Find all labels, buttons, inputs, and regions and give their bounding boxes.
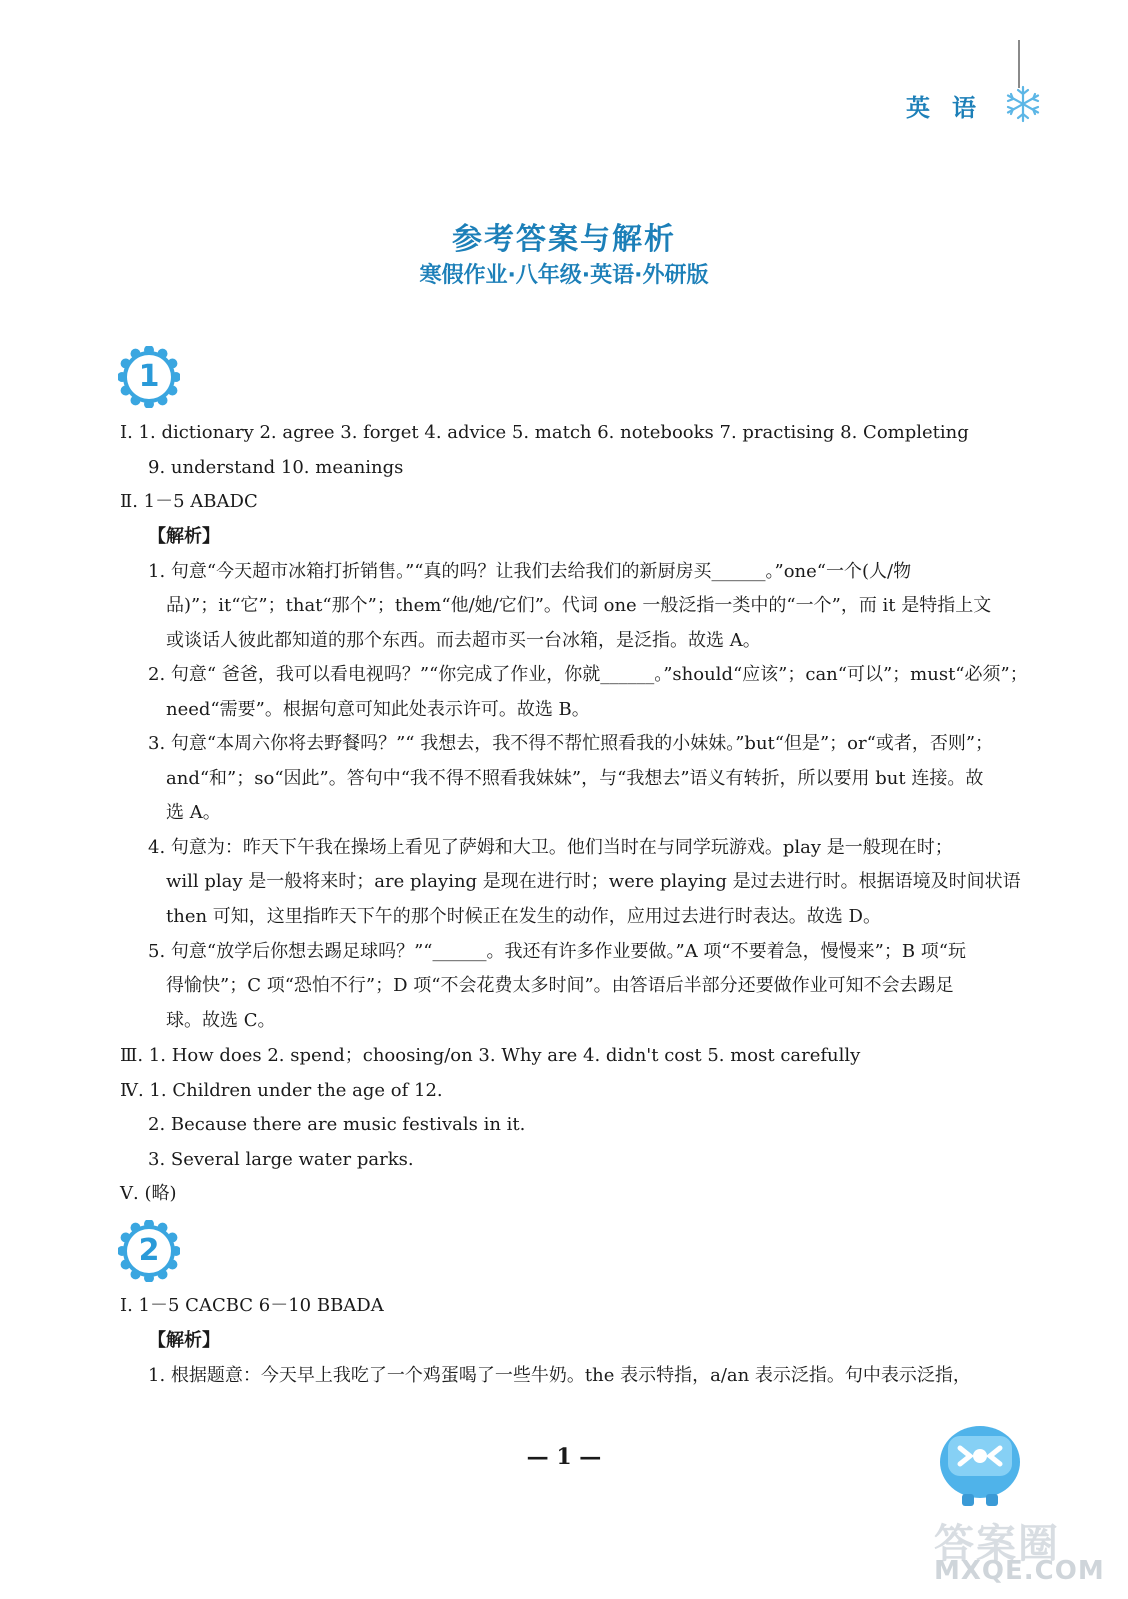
watermark-url: MXQE.COM [934, 1556, 1105, 1586]
answer-line: 5. 句意“放学后你想去踢足球吗？”“______。我还有许多作业要做。”A 项“不要着急，慢慢来”；B 项“玩 [148, 941, 966, 962]
answer-line: will play 是一般将来时；are playing 是现在进行时；were playing 是过去进行时。根据语境及时间状语 [166, 871, 1021, 892]
answer-line: 品)”；it“它”；that“那个”；them“他/她/它们”。代词 one 一般泛指一类中的“一个”，而 it 是特指上文 [166, 595, 992, 616]
answer-line: and“和”；so“因此”。答句中“我不得不照看我妹妹”，与“我想去”语义有转折，所以要用 but 连接。故 [166, 768, 984, 789]
answer-line: Ⅳ. 1. Children under the age of 12. [120, 1080, 443, 1101]
answer-line: 4. 句意为：昨天下午我在操场上看见了萨姆和大卫。他们当时在与同学玩游戏。play 是一般现在时； [148, 837, 953, 858]
answer-line: Ⅲ. 1. How does 2. spend；choosing/on 3. Why are 4. didn't cost 5. most carefully [120, 1045, 861, 1066]
answer-line: Ⅰ. 1－5 CACBC 6－10 BBADA [120, 1295, 384, 1316]
answer-line: 选 A。 [166, 802, 221, 823]
analysis-heading: 【解析】 [148, 526, 220, 547]
answer-line: Ⅱ. 1－5 ABADC [120, 491, 258, 512]
header-divider [1018, 40, 1020, 88]
answer-line: 或谈话人彼此都知道的那个东西。而去超市买一台冰箱，是泛指。故选 A。 [166, 630, 761, 651]
answer-line: 3. 句意“本周六你将去野餐吗？”“ 我想去，我不得不帮忙照看我的小妹妹。”but“但是”；or“或者，否则”； [148, 733, 994, 754]
snowflake-icon [1003, 84, 1043, 124]
section-badge-1 [118, 346, 180, 408]
subject-label: 英语 [906, 94, 998, 122]
watermark-text: 答案圈 [934, 1521, 1060, 1567]
answer-line: Ⅴ. (略) [120, 1183, 177, 1204]
answer-line: need“需要”。根据句意可知此处表示许可。故选 B。 [166, 699, 590, 720]
answer-line: then 可知，这里指昨天下午的那个时候正在发生的动作，应用过去进行时表达。故选 D。 [166, 906, 881, 927]
section-number: 1 [138, 359, 160, 394]
page-title: 参考答案与解析 [452, 222, 676, 257]
answer-line: 得愉快”；C 项“恐怕不行”；D 项“不会花费太多时间”。由答语后半部分还要做作业可知不会去踢足 [166, 975, 954, 996]
answer-line: 球。故选 C。 [166, 1010, 276, 1031]
answer-line: 2. Because there are music festivals in it. [148, 1114, 526, 1135]
answer-line: 2. 句意“ 爸爸，我可以看电视吗？”“你完成了作业，你就______。”should“应该”；can“可以”；must“必须”； [148, 664, 1028, 685]
answer-line: Ⅰ. 1. dictionary 2. agree 3. forget 4. advice 5. match 6. notebooks 7. practising 8. Completing [120, 422, 969, 443]
mascot-icon [930, 1412, 1030, 1512]
analysis-heading: 【解析】 [148, 1330, 220, 1351]
answer-line: 3. Several large water parks. [148, 1149, 414, 1170]
answer-line: 1. 根据题意：今天早上我吃了一个鸡蛋喝了一些牛奶。the 表示特指，a/an 表示泛指。句中表示泛指， [148, 1365, 971, 1386]
answer-line: 1. 句意“今天超市冰箱打折销售。”“真的吗？让我们去给我们的新厨房买______。”one“一个(人/物 [148, 561, 912, 582]
answer-line: 9. understand 10. meanings [148, 457, 404, 478]
section-number: 2 [138, 1233, 160, 1268]
page-number: — 1 — [526, 1444, 602, 1470]
section-badge-2 [118, 1220, 180, 1282]
page-subtitle: 寒假作业·八年级·英语·外研版 [419, 263, 709, 288]
